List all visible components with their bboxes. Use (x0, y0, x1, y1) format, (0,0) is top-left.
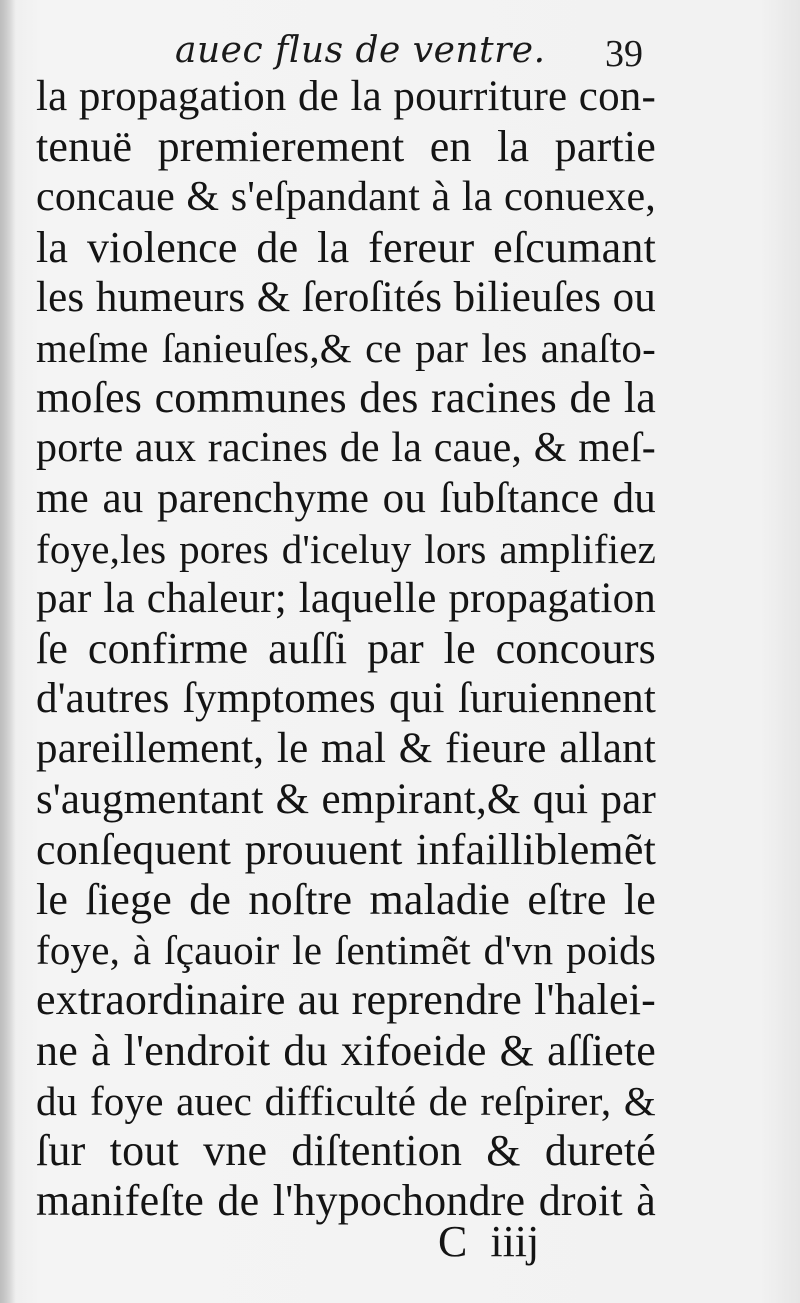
text-line: les humeurs & ſeroſités bilieuſes ou (36, 273, 656, 321)
text-line: du foye auec difficulté de reſpirer, & (36, 1077, 656, 1124)
text-line: concaue & s'eſpandant à la conuexe, (36, 174, 656, 221)
text-line: tenuë premierement en la partie (36, 122, 656, 172)
text-line: foye, à ſçauoir le ſentimẽt d'vn poids (36, 927, 656, 974)
text-line: foye,les pores d'iceluy lors amplifiez (36, 525, 656, 572)
text-line: ſur tout vne diſtention & dureté (36, 1125, 656, 1175)
text-line: la violence de la fereur eſcumant (36, 222, 656, 272)
text-line: meſme ſanieuſes,& ce par les anaſto- (36, 324, 656, 371)
text-line: manifeſte de l'hypochondre droit à (36, 1176, 656, 1226)
text-line: le ſiege de noſtre maladie eſtre le (36, 875, 656, 924)
text-line: d'autres ſymptomes qui ſuruiennent (36, 675, 656, 723)
text-line: pareillement, le mal & fieure allant (36, 725, 656, 773)
text-line: moſes communes des racines de la (36, 373, 656, 423)
body-text (36, 72, 656, 1226)
text-line: me au parenchyme ou ſubſtance du (36, 474, 656, 522)
page-number: 39 (605, 33, 643, 75)
signature-mark: C iiij (438, 1217, 540, 1266)
text-line: la propagation de la pourriture con- (36, 73, 656, 120)
gutter-shadow (0, 0, 16, 1303)
running-head: auec flus de ventre. (175, 30, 546, 71)
text-line: porte aux racines de la caue, & meſ- (36, 425, 656, 472)
text-line: extraordinaire au reprendre l'halei- (36, 975, 656, 1025)
text-line: par la chaleur; laquelle propagation (36, 574, 656, 622)
text-line: ne à l'endroit du xifoeide & aſſiete (36, 1025, 656, 1075)
text-line: s'augmentant & empirant,& qui par (36, 775, 656, 823)
text-line: conſequent prouuent infailliblemẽt (36, 824, 656, 874)
text-line: ſe confirme auſſi par le concours (36, 624, 656, 674)
